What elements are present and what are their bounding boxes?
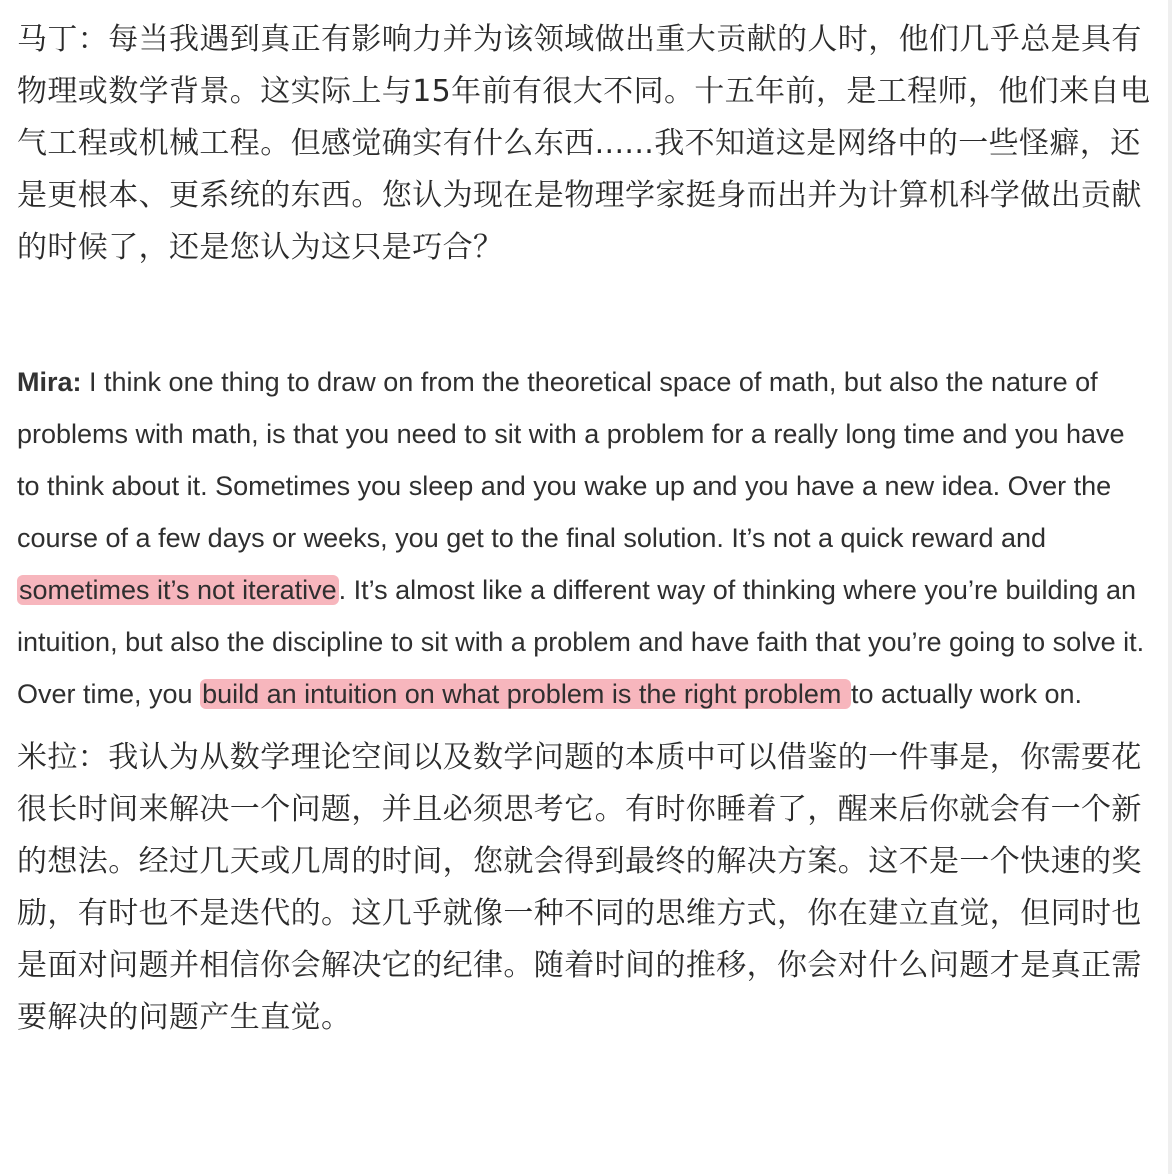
answer-text-part-1: I think one thing to draw on from the theoretical space of math, but also the nature of problems with math, is that you need to sit with a problem for a really long time and you have to think about it. Sometimes you sleep and you wake up and you have a new idea. Over the course of a few days or weeks, you get to the final solution. It’s not a quick reward and [17, 367, 1125, 553]
highlight-not-iterative: sometimes it’s not iterative [19, 575, 337, 605]
mira-answer-en [17, 356, 1154, 720]
highlight-right-problem: build an intuition on what problem is the right problem [202, 679, 849, 709]
speaker-label: Mira: [17, 367, 82, 397]
answer-text-part-2: . It’s almost like a different way of thinking where you’re building an intuition, but also the discipline to sit with a problem and have faith that you’re going to solve it. Over time, you [17, 575, 1145, 709]
scrollbar-track[interactable] [1168, 0, 1172, 1174]
martin-question-zh: 马丁：每当我遇到真正有影响力并为该领域做出重大贡献的人时，他们几乎总是具有物理或数学背景。这实际上与15年前有很大不同。十五年前，是工程师，他们来自电气工程或机械工程。但感觉确实有什么东西......我不知道这是网络中的一些怪癖，还是更根本、更系统的东西。您认为现在是物理学家挺身而出并为计算机科学做出贡献的时候了，还是您认为这只是巧合？ [17, 22, 1151, 265]
mira-answer-zh: 米拉：我认为从数学理论空间以及数学问题的本质中可以借鉴的一件事是，你需要花很长时间来解决一个问题，并且必须思考它。有时你睡着了，醒来后你就会有一个新的想法。经过几天或几周的时间，您就会得到最终的解决方案。这不是一个快速的奖励，有时也不是迭代的。这几乎就像一种不同的思维方式，你在建立直觉，但同时也是面对问题并相信你会解决它的纪律。随着时间的推移，你会对什么问题才是真正需要解决的问题产生直觉。 [17, 740, 1142, 1035]
answer-text-part-3: to actually work on. [850, 679, 1083, 709]
